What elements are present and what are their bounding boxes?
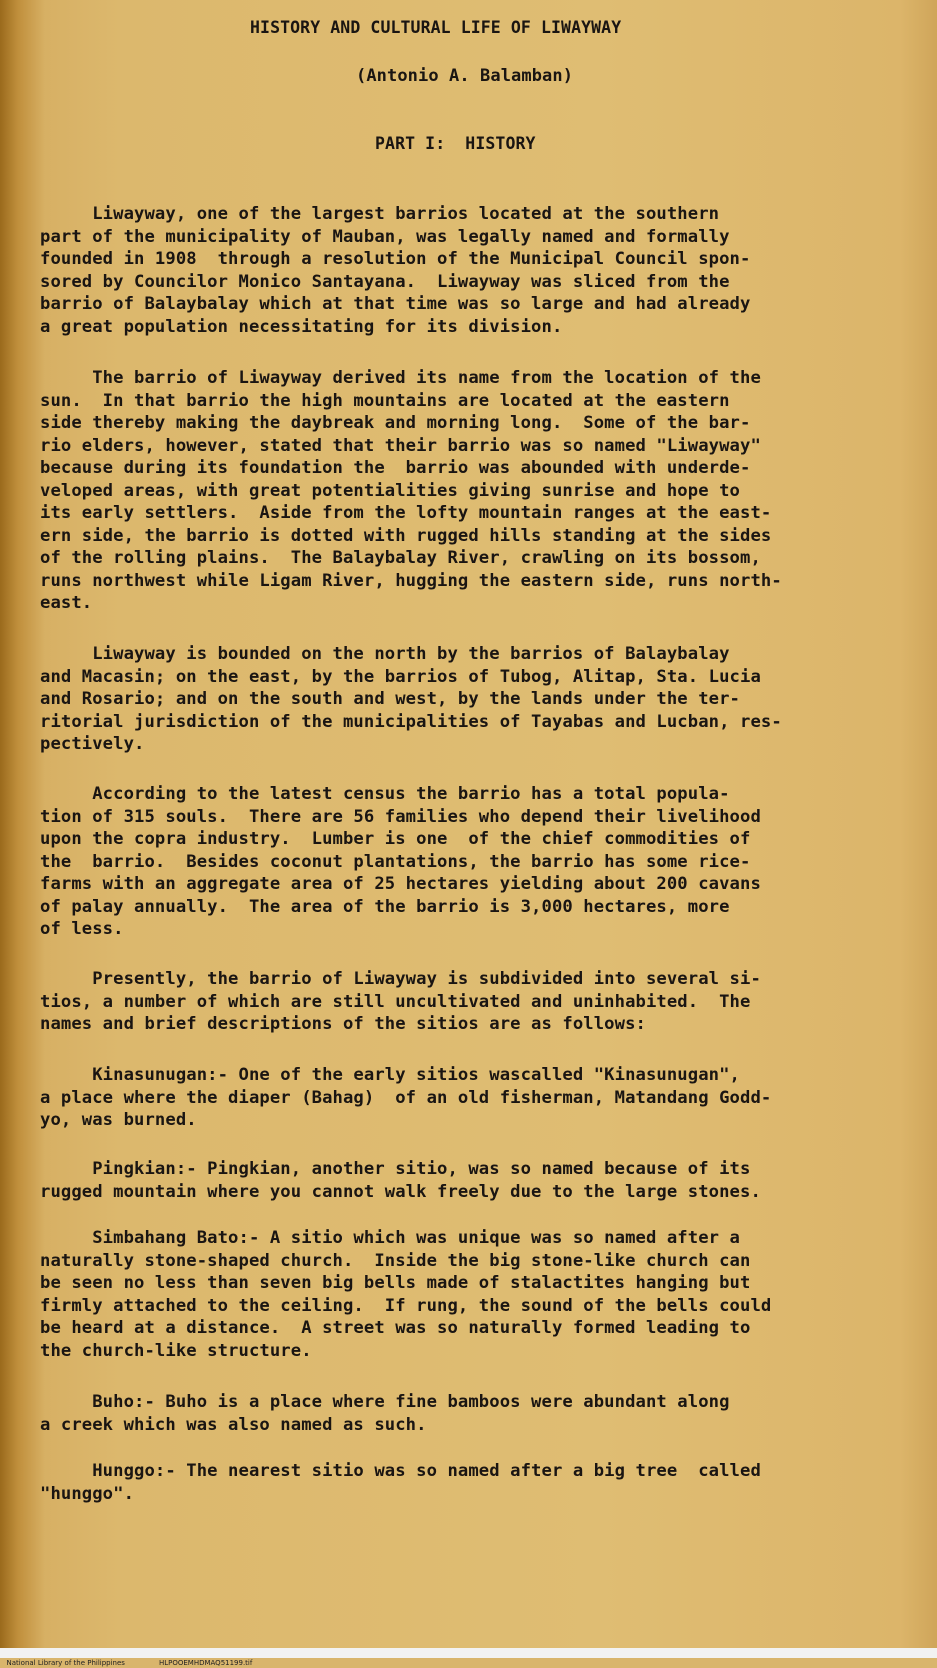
paragraph-boundaries <box>40 643 900 756</box>
text-line: upon the copra industry. Lumber is one of the chief commodities of <box>40 829 751 849</box>
text-line: a place where the diaper (Bahag) of an old fisherman, Matandang Godd- <box>40 1087 772 1108</box>
paragraph-census <box>40 783 900 941</box>
text-line: ritorial jurisdiction of the municipalities of Tayabas and Lucban, res- <box>40 711 782 732</box>
text-line: According to the latest census the barrio has a total popula- <box>40 784 730 804</box>
text-line: veloped areas, with great potentialities giving sunrise and hope to <box>40 480 740 501</box>
text-line: the church-like structure. <box>40 1340 312 1361</box>
text-line: part of the municipality of Mauban, was legally named and formally <box>40 226 730 247</box>
text-line: runs northwest while Ligam River, hugging the eastern side, runs north- <box>40 570 782 591</box>
text-line: of the rolling plains. The Balaybalay River, crawling on its bossom, <box>40 548 761 568</box>
text-line: of palay annually. The area of the barrio is 3,000 hectares, more <box>40 896 730 917</box>
text-line: because during its foundation the barrio was abounded with underde- <box>40 458 751 478</box>
section-heading: PART I: HISTORY <box>375 134 536 153</box>
paragraph-name-origin <box>40 367 900 615</box>
text-line: east. <box>40 593 93 613</box>
text-line: sored by Councilor Monico Santayana. Liwayway was sliced from the <box>40 271 730 292</box>
paragraph-sitios-intro <box>40 968 900 1036</box>
text-line: ern side, the barrio is dotted with rugged hills standing at the sides <box>40 525 772 546</box>
paragraph-pingkian <box>40 1158 900 1203</box>
text-line: Pingkian:- Pingkian, another sitio, was so named because of its <box>40 1159 751 1179</box>
text-line: rugged mountain where you cannot walk freely due to the large stones. <box>40 1181 761 1202</box>
paragraph-buho <box>40 1391 900 1436</box>
text-line: pectively. <box>40 734 145 754</box>
text-line: be heard at a distance. A street was so naturally formed leading to <box>40 1318 751 1338</box>
text-line: a creek which was also named as such. <box>40 1414 427 1435</box>
text-line: tios, a number of which are still uncultivated and uninhabited. The <box>40 991 751 1012</box>
text-line: rio elders, however, stated that their barrio was so named "Liwayway" <box>40 435 761 456</box>
text-line: Buho:- Buho is a place where fine bamboos were abundant along <box>40 1392 730 1412</box>
text-line: Liwayway is bounded on the north by the barrios of Balaybalay <box>40 644 730 664</box>
footer-file-id: HLPOOEMHDMAQ51199.tif <box>158 1659 253 1667</box>
paragraph-simbahang-bato <box>40 1227 900 1362</box>
text-line: naturally stone-shaped church. Inside the big stone-like church can <box>40 1250 751 1271</box>
text-line: a great population necessitating for its division. <box>40 316 563 337</box>
text-line: tion of 315 souls. There are 56 families who depend their livelihood <box>40 806 761 827</box>
text-line: names and brief descriptions of the sitios are as follows: <box>40 1014 646 1034</box>
text-line: "hunggo". <box>40 1483 135 1504</box>
text-line: Simbahang Bato:- A sitio which was unique was so named after a <box>40 1228 740 1248</box>
text-line: of less. <box>40 919 124 939</box>
text-line: and Rosario; and on the south and west, by the lands under the ter- <box>40 689 740 709</box>
text-line: be seen no less than seven big bells made of stalactites hanging but <box>40 1273 751 1293</box>
paragraph-hunggo <box>40 1460 900 1505</box>
text-line: the barrio. Besides coconut plantations, the barrio has some rice- <box>40 851 751 872</box>
text-line: founded in 1908 through a resolution of the Municipal Council spon- <box>40 249 751 269</box>
paragraph-kinasunugan <box>40 1064 900 1132</box>
text-line: firmly attached to the ceiling. If rung, the sound of the bells could <box>40 1295 772 1316</box>
text-line: sun. In that barrio the high mountains are located at the eastern <box>40 390 730 411</box>
paragraph-founding <box>40 203 900 338</box>
document-author: (Antonio A. Balamban) <box>356 66 574 86</box>
text-line: farms with an aggregate area of 25 hectares yielding about 200 cavans <box>40 874 761 894</box>
text-line: The barrio of Liwayway derived its name from the location of the <box>40 368 761 388</box>
text-line: side thereby making the daybreak and morning long. Some of the bar- <box>40 413 751 433</box>
document-title: HISTORY AND CULTURAL LIFE OF LIWAYWAY <box>250 18 622 37</box>
text-line: Liwayway, one of the largest barrios located at the southern <box>40 204 720 224</box>
text-line: Hunggo:- The nearest sitio was so named after a big tree called <box>40 1461 761 1481</box>
text-line: and Macasin; on the east, by the barrios of Tubog, Alitap, Sta. Lucia <box>40 666 761 687</box>
text-line: its early settlers. Aside from the lofty mountain ranges at the east- <box>40 503 772 523</box>
text-line: barrio of Balaybalay which at that time was so large and had already <box>40 294 751 314</box>
text-line: yo, was burned. <box>40 1110 197 1130</box>
scan-footer <box>0 1648 937 1667</box>
text-line: Kinasunugan:- One of the early sitios wascalled "Kinasunugan", <box>40 1065 740 1085</box>
text-line: Presently, the barrio of Liwayway is subdivided into several si- <box>40 969 761 989</box>
footer-library: National Library of the Philippines <box>6 1659 125 1667</box>
